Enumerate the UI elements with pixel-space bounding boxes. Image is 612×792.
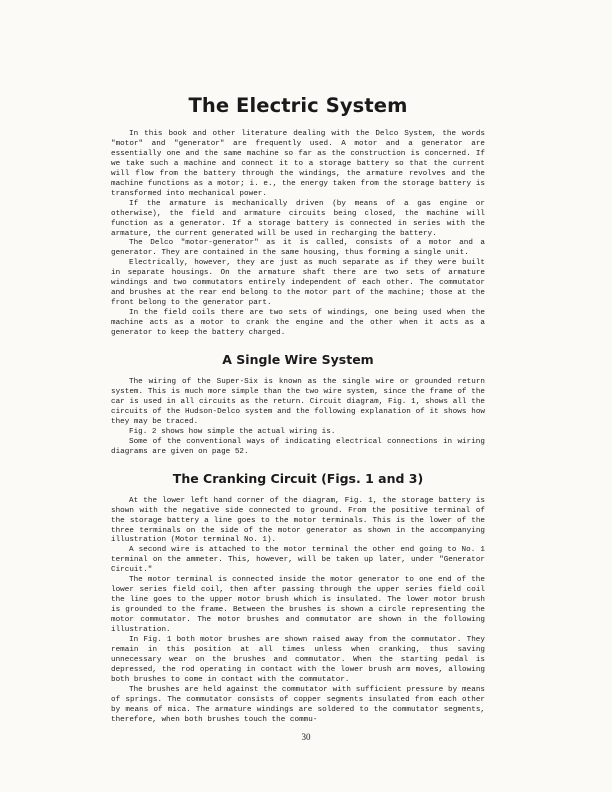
section-heading: A Single Wire System [222, 352, 374, 368]
paragraph: In Fig. 1 both motor brushes are shown raised away from the commutator. They remain in this position at all times unless when cranking, thus saving unnecessary wear on the brushes and commutator. When the starting pedal is depressed, the rod operating in contact with the lower brush arm moves, allowing both brushes to come in contact with the commutator. [111, 635, 485, 684]
paragraph: A second wire is attached to the motor terminal the other end going to No. 1 terminal on the ammeter. This, however, will be taken up later, under "Generator Circuit." [111, 546, 485, 575]
page-body [111, 94, 485, 726]
paragraph: The brushes are held against the commutator with sufficient pressure by means of springs. The commutator consists of copper segments insulated from each other by means of mica. The armature windings are soldered to the commutator segments, therefore, when both brushes touch the commu- [111, 685, 485, 724]
paragraph: Fig. 2 shows how simple the actual wiring is. [129, 427, 336, 436]
paragraph: In this book and other literature dealing with the Delco System, the words "motor" and "generator" are frequently used. A motor and a generator are essentially one and the same machine so far as the construction is concerned. If we take such a machine and connect it to a storage battery so that the current will flow from the battery through the windings, the armature revolves and the machine functions as a motor; i. e., the energy taken from the storage battery is transformed into mechanical power. [111, 130, 485, 198]
cranking-circuit-section [111, 471, 485, 726]
paragraph: In the field coils there are two sets of windings, one being used when the machine acts as a motor to crank the engine and the other when it acts as a generator to keep the battery charged. [111, 309, 485, 338]
intro-section [111, 130, 485, 339]
section-heading: The Cranking Circuit (Figs. 1 and 3) [172, 470, 424, 486]
paragraph: The motor terminal is connected inside the motor generator to one end of the lower series field coil, then after passing through the upper series field coil the line goes to the upper motor brush which is insulated. The lower motor brush is grounded to the frame. Between the brushes is shown a circle representing the motor commutator. The motor brushes and commutator are shown in the following illustration. [111, 576, 485, 635]
paragraph: Some of the conventional ways of indicating electrical connections in wiring diagrams are given on page 52. [111, 437, 485, 456]
paragraph: If the armature is mechanically driven (by means of a gas engine or otherwise), the field and armature circuits being closed, the machine will function as a generator. If a storage battery is connected in series with the armature, the current generated will be used in recharging the battery. [111, 199, 485, 238]
single-wire-section [111, 352, 485, 458]
page-title: The Electric System [188, 94, 408, 117]
paragraph: The wiring of the Super-Six is known as the single wire or grounded return system. This is much more simple than the two wire system, since the frame of the car is used in all circuits as the return. Circuit diagram, Fig. 1, shows all the circuits of the Hudson-Delco system and the following explanation of it shows how they may be traced. [111, 378, 485, 426]
page-number: 30 [301, 732, 311, 742]
paragraph: The Delco "motor-generator" as it is called, consists of a motor and a generator. They are contained in the same housing, thus forming a single unit. [111, 239, 485, 258]
paragraph: At the lower left hand corner of the diagram, Fig. 1, the storage battery is shown with the negative side connected to ground. From the positive terminal of the storage battery a line goes to the motor terminals. This is the lower of the three terminals on the side of the motor generator as shown in the accompanying illustration (Motor terminal No. 1). [111, 496, 485, 545]
paragraph: Electrically, however, they are just as much separate as if they were built in separate housings. On the armature shaft there are two sets of armature windings and two commutators entirely independent of each other. The commutator and brushes at the rear end belong to the motor part of the machine; those at the front belong to the generator part. [111, 259, 485, 308]
